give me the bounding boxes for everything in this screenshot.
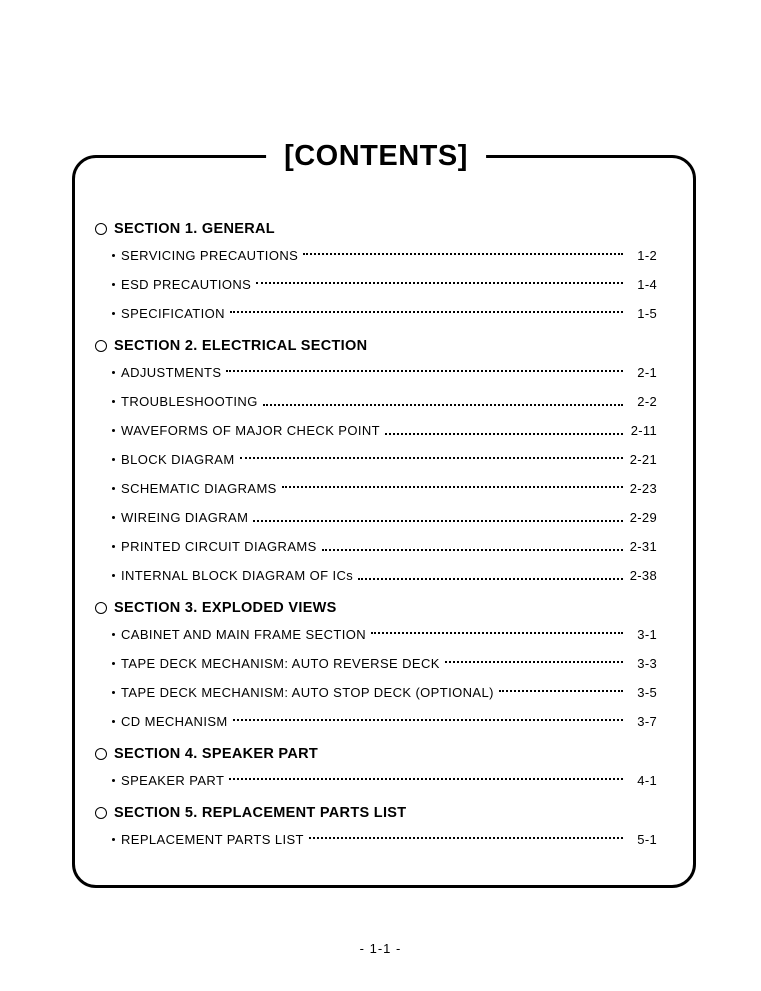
dotted-leader — [263, 404, 623, 406]
toc-entry-label: TROUBLESHOOTING — [121, 393, 258, 409]
toc-section-general — [95, 218, 657, 328]
dot-bullet-icon — [112, 312, 115, 315]
toc-entry — [112, 358, 657, 387]
toc-entry-label: TAPE DECK MECHANISM: AUTO STOP DECK (OPTIONAL) — [121, 684, 494, 700]
dotted-leader — [385, 433, 623, 435]
toc-entry — [112, 445, 657, 474]
toc-entry — [112, 503, 657, 532]
dotted-leader — [229, 778, 623, 780]
section-header — [95, 335, 657, 358]
section-title: SECTION 4. SPEAKER PART — [114, 746, 319, 762]
dotted-leader — [309, 837, 623, 839]
dot-bullet-icon — [112, 779, 115, 782]
dotted-leader — [445, 661, 623, 663]
dotted-leader — [233, 719, 623, 721]
dot-bullet-icon — [112, 283, 115, 286]
toc-entry-page: 2-31 — [629, 538, 657, 554]
toc-entry — [112, 474, 657, 503]
section-header — [95, 802, 657, 825]
dot-bullet-icon — [112, 458, 115, 461]
section-title: SECTION 3. EXPLODED VIEWS — [114, 600, 337, 616]
toc-section-exploded-views — [95, 597, 657, 736]
dot-bullet-icon — [112, 838, 115, 841]
section-header — [95, 218, 657, 241]
toc-entry-label: INTERNAL BLOCK DIAGRAM OF ICs — [121, 567, 354, 583]
section-header — [95, 743, 657, 766]
dot-bullet-icon — [112, 254, 115, 257]
dotted-leader — [253, 520, 623, 522]
toc-entry-page: 2-11 — [630, 422, 657, 438]
toc-entry — [112, 678, 657, 707]
table-of-contents — [75, 158, 693, 854]
dot-bullet-icon — [112, 633, 115, 636]
toc-entry-page: 3-3 — [637, 655, 657, 671]
toc-entry-page: 2-38 — [629, 567, 657, 583]
section-title: SECTION 1. GENERAL — [114, 221, 275, 237]
section-header — [95, 597, 657, 620]
toc-entry-label: TAPE DECK MECHANISM: AUTO REVERSE DECK — [121, 655, 440, 671]
toc-entry-label: SPECIFICATION — [121, 305, 225, 321]
toc-entry-page: 1-2 — [637, 247, 657, 263]
dotted-leader — [230, 311, 623, 313]
toc-entry-page: 1-4 — [637, 276, 657, 292]
toc-entry — [112, 766, 657, 795]
toc-entry — [112, 561, 657, 590]
toc-entry-page: 3-1 — [637, 626, 657, 642]
dot-bullet-icon — [112, 545, 115, 548]
toc-entry-label: BLOCK DIAGRAM — [121, 451, 235, 467]
toc-entry-label: SPEAKER PART — [121, 772, 225, 788]
toc-section-replacement-parts — [95, 802, 657, 854]
section-title: SECTION 2. ELECTRICAL SECTION — [114, 338, 368, 354]
toc-entry-label: CABINET AND MAIN FRAME SECTION — [121, 626, 367, 642]
dot-bullet-icon — [112, 574, 115, 577]
toc-entry-page: 3-5 — [637, 684, 657, 700]
toc-entry-page: 2-1 — [637, 364, 657, 380]
dot-bullet-icon — [112, 371, 115, 374]
dotted-leader — [226, 370, 623, 372]
dot-bullet-icon — [112, 662, 115, 665]
dotted-leader — [499, 690, 623, 692]
toc-entry-page: 2-2 — [637, 393, 657, 409]
toc-section-speaker — [95, 743, 657, 795]
toc-entry — [112, 825, 657, 854]
toc-entry — [112, 649, 657, 678]
toc-entry-label: SCHEMATIC DIAGRAMS — [121, 480, 277, 496]
toc-entry — [112, 416, 657, 445]
dot-bullet-icon — [112, 516, 115, 519]
dotted-leader — [240, 457, 623, 459]
dot-bullet-icon — [112, 720, 115, 723]
toc-entry — [112, 241, 657, 270]
toc-entry-label: ESD PRECAUTIONS — [121, 276, 252, 292]
toc-section-electrical — [95, 335, 657, 590]
toc-entry-page: 2-21 — [629, 451, 657, 467]
toc-entry-label: PRINTED CIRCUIT DIAGRAMS — [121, 538, 317, 554]
circle-bullet-icon — [95, 602, 107, 614]
toc-entry — [112, 387, 657, 416]
toc-entry — [112, 532, 657, 561]
dotted-leader — [282, 486, 623, 488]
toc-entry — [112, 620, 657, 649]
toc-entry — [112, 270, 657, 299]
toc-entry-page: 3-7 — [637, 713, 657, 729]
toc-entry — [112, 299, 657, 328]
toc-entry-label: SERVICING PRECAUTIONS — [121, 247, 299, 263]
toc-entry-label: ADJUSTMENTS — [121, 364, 222, 380]
toc-entry-page: 4-1 — [637, 772, 657, 788]
dot-bullet-icon — [112, 691, 115, 694]
toc-entry-label: WIREING DIAGRAM — [121, 509, 249, 525]
dotted-leader — [303, 253, 623, 255]
page-number-footer: - 1-1 - — [359, 941, 402, 956]
toc-entry — [112, 707, 657, 736]
section-title: SECTION 5. REPLACEMENT PARTS LIST — [114, 805, 407, 821]
circle-bullet-icon — [95, 340, 107, 352]
toc-entry-page: 1-5 — [637, 305, 657, 321]
dotted-leader — [322, 549, 623, 551]
toc-entry-label: REPLACEMENT PARTS LIST — [121, 831, 304, 847]
contents-box — [72, 140, 696, 888]
dot-bullet-icon — [112, 400, 115, 403]
dot-bullet-icon — [112, 487, 115, 490]
toc-entry-page: 5-1 — [637, 831, 657, 847]
circle-bullet-icon — [95, 807, 107, 819]
toc-entry-label: CD MECHANISM — [121, 713, 228, 729]
circle-bullet-icon — [95, 748, 107, 760]
dot-bullet-icon — [112, 429, 115, 432]
toc-entry-page: 2-29 — [629, 509, 657, 525]
toc-entry-page: 2-23 — [629, 480, 657, 496]
dotted-leader — [358, 578, 623, 580]
page-title: [CONTENTS] — [266, 138, 486, 174]
toc-entry-label: WAVEFORMS OF MAJOR CHECK POINT — [121, 422, 381, 438]
dotted-leader — [256, 282, 623, 284]
dotted-leader — [371, 632, 623, 634]
circle-bullet-icon — [95, 223, 107, 235]
